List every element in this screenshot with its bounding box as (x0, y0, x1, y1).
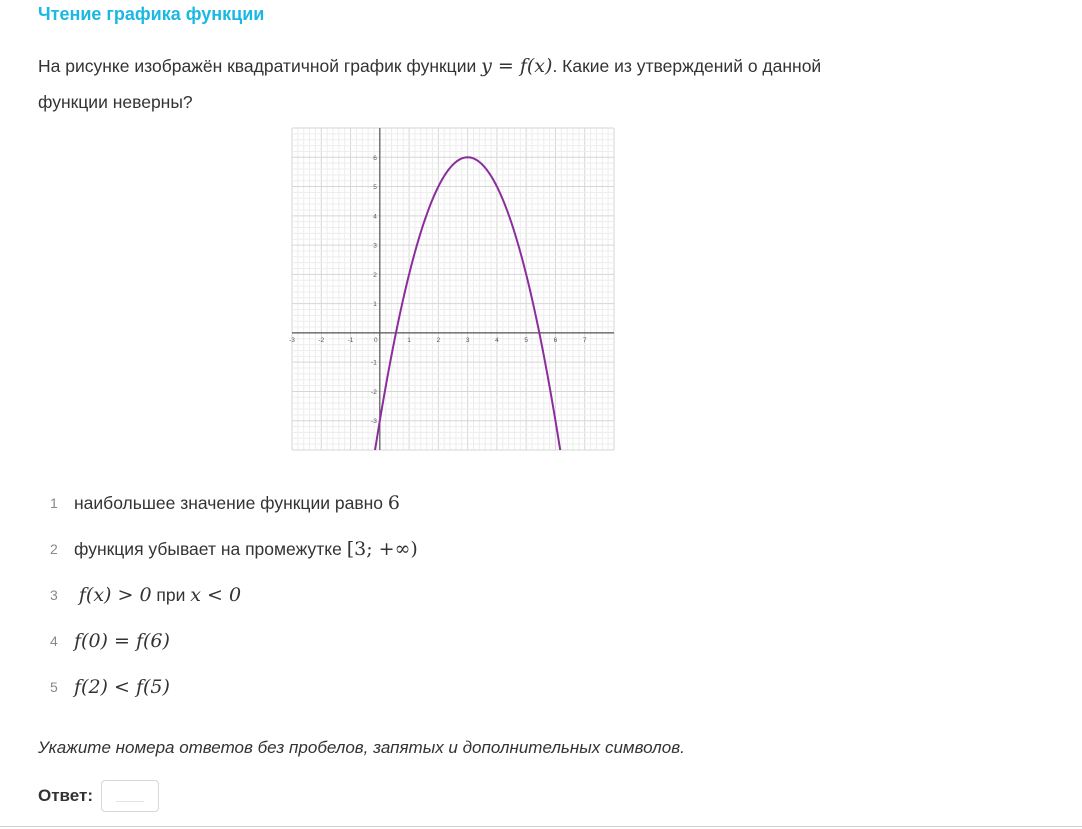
x-tick-label: 5 (524, 336, 528, 344)
y-tick-label: 6 (373, 154, 377, 162)
option-5 (50, 664, 650, 710)
y-tick-label: 4 (373, 213, 377, 221)
option-number: 3 (50, 587, 58, 603)
question-part2: . Какие из утверждений о данной функции неверны? (38, 56, 822, 112)
options-list (50, 480, 650, 710)
task-title: Чтение графика функции (38, 4, 265, 24)
option-number: 5 (50, 679, 58, 695)
option-math: f(2) < f(5) (74, 676, 170, 698)
x-tick-label: 3 (465, 336, 470, 344)
y-tick-label: 2 (373, 271, 377, 279)
y-tick-label: 3 (373, 242, 377, 250)
question-part1: На рисунке изображён квадратичной график функции (38, 56, 482, 76)
option-2 (50, 526, 650, 572)
question-math: y = f(x) (481, 55, 553, 77)
option-3 (50, 572, 650, 618)
option-math-b: x < 0 (190, 584, 242, 606)
option-text: функция убывает на промежутке (74, 539, 347, 559)
x-tick-label: 6 (553, 336, 558, 344)
y-tick-label: 5 (373, 184, 377, 192)
option-number: 2 (50, 541, 58, 557)
x-tick-label: -2 (318, 336, 325, 344)
answer-hint: Укажите номера ответов без пробелов, запятых и дополнительных символов. (38, 738, 685, 757)
option-math: f(0) = f(6) (74, 630, 170, 652)
option-1 (50, 480, 650, 526)
option-number: 4 (50, 633, 58, 649)
x-tick-label: 2 (436, 336, 441, 344)
option-math: [3; +∞) (346, 538, 418, 560)
option-number: 1 (50, 495, 58, 511)
answer-label: Ответ: (38, 786, 93, 805)
option-text: наибольшее значение функции равно (74, 493, 388, 513)
option-math: 6 (387, 492, 400, 514)
option-4 (50, 618, 650, 664)
y-tick-label: -3 (371, 418, 377, 426)
x-tick-label: 4 (495, 336, 499, 344)
x-tick-label: 0 (374, 336, 378, 344)
x-tick-label: -1 (347, 336, 354, 344)
bottom-divider (0, 826, 1082, 827)
function-graph (289, 128, 614, 450)
x-tick-label: -3 (289, 336, 295, 344)
y-tick-label: -2 (371, 388, 377, 396)
answer-input[interactable] (101, 780, 159, 812)
option-text: при (151, 585, 191, 605)
question-text (38, 48, 878, 120)
answer-row (38, 780, 159, 812)
y-tick-label: 1 (373, 301, 377, 309)
y-tick-label: -1 (371, 359, 377, 367)
option-math-a: f(x) > 0 (78, 584, 152, 606)
x-tick-label: 1 (407, 336, 411, 344)
x-tick-label: 7 (582, 336, 587, 344)
